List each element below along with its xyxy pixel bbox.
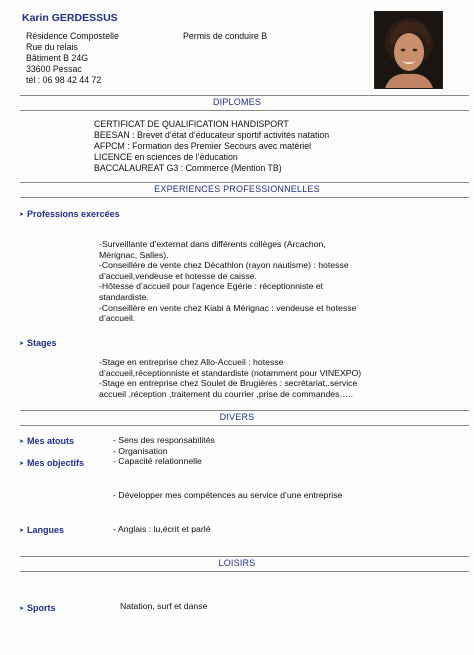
profession-line: standardiste. xyxy=(99,291,149,302)
profession-line: Mérignac, Salles). xyxy=(99,249,169,260)
objectifs-heading: ➤ Mes objectifs xyxy=(19,458,85,468)
candidate-name: Karin GERDESSUS xyxy=(22,12,118,24)
diploma-item: CERTIFICAT DE QUALIFICATION HANDISPORT xyxy=(94,119,289,129)
address-line: 33600 Pessac xyxy=(26,64,82,74)
portrait-image xyxy=(375,12,442,88)
address-line: Résidence Compostelle xyxy=(26,31,119,41)
atout-item: - Sens des responsabilités xyxy=(113,435,215,445)
atouts-list xyxy=(113,435,215,467)
professions-list xyxy=(99,239,356,324)
section-title-experiences: EXPERIENCES PROFESSIONNELLES xyxy=(154,184,320,194)
profession-line: -Conseillère de vente chez Décathlon (rayon nautisme) : hotesse xyxy=(99,260,349,271)
atout-item: - Capacité relationnelle xyxy=(113,456,202,467)
section-rule xyxy=(20,182,469,183)
profession-line: -Surveillante d’externat dans différents collèges (Arcachon, xyxy=(99,239,326,249)
section-rule xyxy=(20,110,469,111)
stages-list xyxy=(99,357,361,399)
sports-value: Natation, surf et danse xyxy=(120,601,208,611)
arrow-bullet-icon: ➤ xyxy=(19,439,25,445)
address-line: Bâtiment B 24G xyxy=(26,53,89,63)
profession-line: d’accueil. xyxy=(99,313,136,324)
arrow-bullet-icon: ➤ xyxy=(19,528,25,534)
langues-value: - Anglais : lu,écrit et parlé xyxy=(113,524,211,534)
arrow-bullet-icon: ➤ xyxy=(19,461,25,467)
arrow-bullet-icon: ➤ xyxy=(19,606,25,612)
atouts-heading: ➤ Mes atouts xyxy=(19,436,75,446)
langues-heading: ➤ Langues xyxy=(19,525,65,535)
arrow-bullet-icon: ➤ xyxy=(19,212,25,218)
diploma-item: AFPCM : Formation des Premier Secours avec matériel xyxy=(94,141,312,151)
atout-item: - Organisation xyxy=(113,445,168,456)
objectif-item: - Développer mes compétences au service d’une entreprise xyxy=(113,490,343,500)
professions-heading: ➤ Professions exercées xyxy=(19,209,120,219)
stage-line: accueil ,réception ,traitement du courrier ,prise de commandes….. xyxy=(99,388,353,399)
diploma-item: LICENCE en sciences de l’éducation xyxy=(94,152,238,162)
profession-line: d’accueil,vendeuse et hotesse de caisse. xyxy=(99,270,257,281)
profession-line: -Hôtesse d’accueil pour l’agence Egérie : réceptionniste et xyxy=(99,281,324,292)
driving-license: Permis de conduire B xyxy=(183,31,268,41)
section-title-diplomes: DIPLOMES xyxy=(212,97,262,107)
phone-line: tél : 06 98 42 44 72 xyxy=(26,75,102,85)
section-rule xyxy=(20,95,469,96)
section-title-loisirs: LOISIRS xyxy=(218,558,256,568)
sports-heading: ➤ Sports xyxy=(19,603,56,613)
diplomas-list xyxy=(94,119,329,174)
stage-line: -Stage en entreprise chez Allo-Accueil : hotesse xyxy=(99,357,284,367)
diploma-item: BACCALAUREAT G3 : Commerce (Mention TB) xyxy=(94,163,282,173)
section-rule xyxy=(20,425,469,426)
address-line: Rue du relais xyxy=(26,42,78,52)
stage-line: -Stage en entreprise chez Soulet de Brugières : secrétariat,.service xyxy=(99,378,358,389)
stage-line: d’accueil,réceptionniste et standardiste (notamment pour VINEXPO) xyxy=(99,367,362,378)
section-rule xyxy=(20,410,469,411)
profession-line: -Conseillère en vente chez Kiabi à Mérignac : vendeuse et hotesse xyxy=(99,302,357,313)
diploma-item: BEESAN : Brevet d’état d’éducateur sportif activités natation xyxy=(94,130,330,140)
profile-photo xyxy=(374,11,443,89)
address-block xyxy=(26,31,119,86)
stages-heading: ➤ Stages xyxy=(19,338,57,348)
arrow-bullet-icon: ➤ xyxy=(19,341,25,347)
section-rule xyxy=(20,556,469,557)
section-title-divers: DIVERS xyxy=(219,412,255,422)
section-rule xyxy=(20,571,469,572)
section-rule xyxy=(20,197,469,198)
